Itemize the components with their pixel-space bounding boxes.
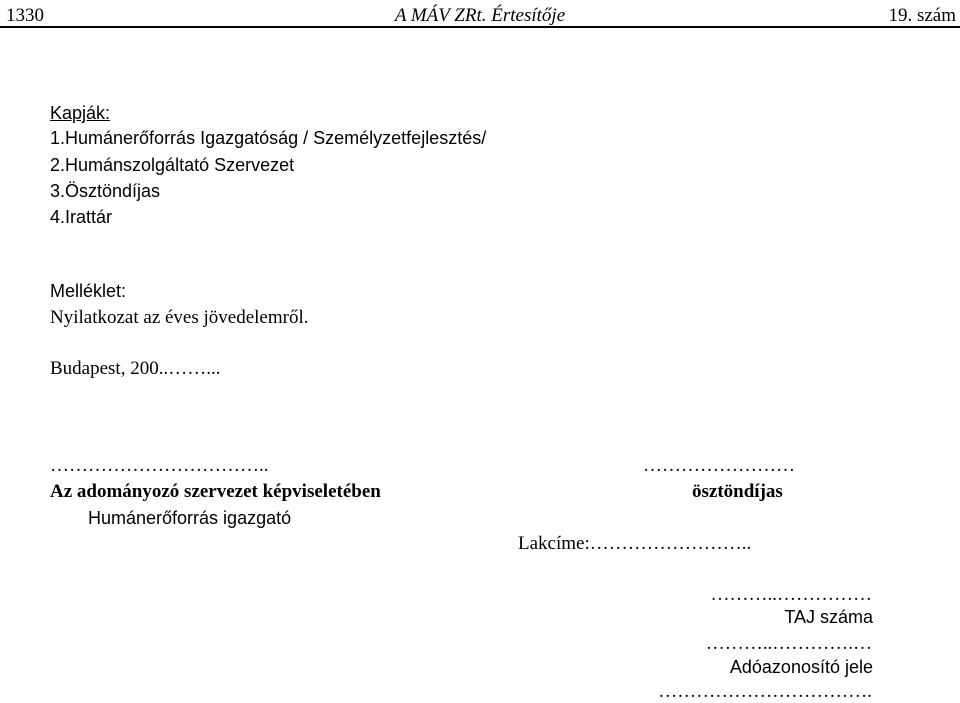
recipient-item: 4.Irattár [50,207,113,227]
place-date: Budapest, 200..……... [50,358,221,379]
recipient-item: 2.Humánszolgáltató Szervezet [50,155,295,175]
recipients-title: Kapják: [50,103,111,123]
taj-label: TAJ száma [784,607,873,627]
left-signature-line: …………………………….. [50,455,269,476]
tax-id-dots-line: ………..………….… [705,633,872,654]
page-number: 1330 [6,5,44,26]
tax-id-label: Adóazonosító jele [729,657,873,677]
taj-dots-line: ………..…………… [710,584,872,605]
final-dots-line: ……………………………. [658,681,872,702]
recipient-item: 3.Ösztöndíjas [50,181,161,201]
attachment-label: Melléklet: [50,281,127,301]
attachment-text: Nyilatkozat az éves jövedelemről. [50,307,309,328]
left-signature-title: Az adományozó szervezet képviseletében [50,481,381,502]
left-signature-subtitle: Humánerőforrás igazgató [88,508,292,528]
issue-number: 19. szám [888,5,956,26]
recipient-item: 1.Humánerőforrás Igazgatóság / Személyzetfejlesztés/ [50,128,487,148]
right-signature-line: …………………… [643,455,795,476]
right-signature-title: ösztöndíjas [692,481,783,502]
publication-title: A MÁV ZRt. Értesítője [394,5,566,26]
address-field: Lakcíme:…………………….. [518,533,752,554]
page-header [0,0,960,28]
